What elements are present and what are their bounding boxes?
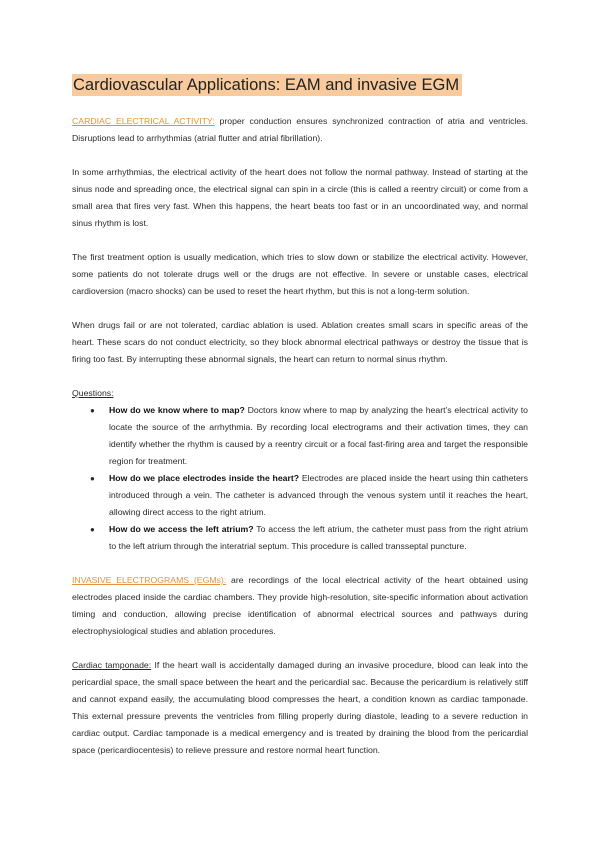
bullet-icon: ● bbox=[90, 525, 95, 534]
arrhythmia-paragraph: In some arrhythmias, the electrical activity of the heart does not follow the normal pathway. Instead of starting at the sinus node and spreading once, the electrical signal can spin in a circle (this is called a reentry circuit) or come from a small area that fires very fast. When this happens, the heart beats too fast or in an uncoordinated way, and normal sinus rhythm is lost. bbox=[72, 167, 528, 228]
question-text: How do we know where to map? bbox=[109, 405, 245, 415]
invasive-egm-term: INVASIVE ELECTROGRAMS (EGMs): bbox=[72, 575, 227, 585]
questions-list bbox=[72, 402, 528, 555]
document-page bbox=[72, 74, 528, 759]
answer-text: Doctors know where to map by analyzing the heart’s electrical activity to locate the source of the arrhythmia. By recording local electrograms and their activation times, they can identify whether the rhythm is caused by a reentry circuit or a focal fast-firing area and target the responsible region for treatment. bbox=[109, 405, 529, 466]
list-item bbox=[72, 470, 528, 521]
cardiac-activity-term: CARDIAC ELECTRICAL ACTIVITY: bbox=[72, 116, 215, 126]
questions-heading bbox=[72, 385, 528, 402]
invasive-egm-paragraph bbox=[72, 572, 528, 640]
cardiac-activity-paragraph bbox=[72, 113, 528, 147]
tamponade-term: Cardiac tamponade: bbox=[72, 660, 152, 670]
bullet-icon: ● bbox=[90, 406, 95, 415]
invasive-egm-text: are recordings of the local electrical activity of the heart obtained using electrodes placed inside the cardiac chambers. They provide high-resolution, site-specific information about activation timing and conduction, allowing precise identification of abnormal electrical sources and pathways during electrophysiological studies and ablation procedures. bbox=[72, 575, 528, 636]
list-item bbox=[72, 402, 528, 470]
list-item bbox=[72, 521, 528, 555]
ablation-paragraph: When drugs fail or are not tolerated, cardiac ablation is used. Ablation creates small scars in specific areas of the heart. These scars do not conduct electricity, so they block abnormal electrical pathways or destroy the tissue that is firing too fast. By interrupting these abnormal signals, the heart can return to normal sinus rhythm. bbox=[72, 320, 528, 364]
questions-heading-text: Questions: bbox=[72, 388, 114, 398]
cardiac-activity-text: proper conduction ensures synchronized contraction of atria and ventricles. Disruptions lead to arrhythmias (atrial flutter and atrial fibrillation). bbox=[72, 116, 528, 143]
treatment-paragraph: The first treatment option is usually medication, which tries to slow down or stabilize the electrical activity. However, some patients do not tolerate drugs well or the drugs are not effective. In severe or unstable cases, electrical cardioversion (macro shocks) can be used to reset the heart rhythm, but this is not a long-term solution. bbox=[72, 252, 528, 296]
document-title: Cardiovascular Applications: EAM and invasive EGM bbox=[72, 74, 462, 96]
question-text: How do we place electrodes inside the heart? bbox=[109, 473, 300, 483]
tamponade-paragraph bbox=[72, 657, 528, 759]
question-text: How do we access the left atrium? bbox=[109, 524, 254, 534]
answer-text: To access the left atrium, the catheter must pass from the right atrium to the left atrium through the interatrial septum. This procedure is called transseptal puncture. bbox=[109, 524, 528, 551]
tamponade-text: If the heart wall is accidentally damaged during an invasive procedure, blood can leak into the pericardial space, the small space between the heart and the pericardial sac. Because the pericardium is relatively stiff and cannot expand easily, the accumulating blood compresses the heart, a condition known as cardiac tamponade. This external pressure prevents the ventricles from filling properly during diastole, leading to a severe reduction in cardiac output. Cardiac tamponade is a medical emergency and is treated by draining the blood from the pericardial space (pericardiocentesis) to relieve pressure and restore normal heart function. bbox=[72, 660, 529, 755]
answer-text: Electrodes are placed inside the heart using thin catheters introduced through a vein. The catheter is advanced through the venous system until it reaches the heart, allowing direct access to the right atrium. bbox=[109, 473, 529, 517]
bullet-icon: ● bbox=[90, 474, 95, 483]
